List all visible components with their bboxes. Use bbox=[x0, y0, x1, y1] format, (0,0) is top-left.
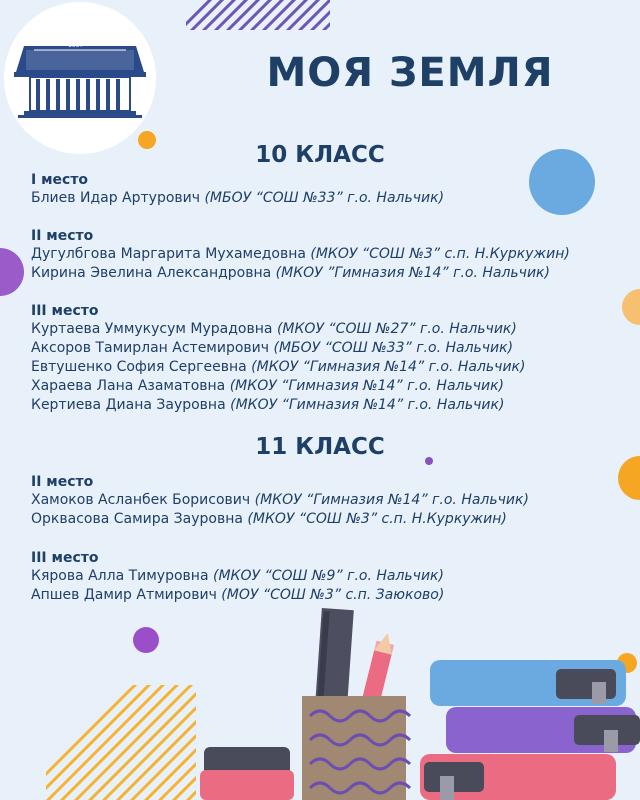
stripes-bottom bbox=[0, 680, 350, 800]
section-heading-11: 11 КЛАСС bbox=[255, 434, 385, 460]
eraser bbox=[200, 747, 294, 800]
list-item: Апшев Дамир Атмирович (МОУ “СОШ №3” с.п. Заюково) bbox=[31, 587, 445, 603]
list-item: Кярова Алла Тимуровна (МКОУ “СОШ №9” г.о. Нальчик) bbox=[31, 568, 444, 584]
logo-year: 1957 bbox=[68, 42, 84, 49]
list-item: Хараева Лана Азаматовна (МКОУ “Гимназия №14” г.о. Нальчик) bbox=[31, 378, 505, 394]
book-stack bbox=[420, 660, 640, 800]
orange-half-circle bbox=[622, 289, 640, 325]
list-item: Хамоков Асланбек Борисович (МКОУ “Гимназия №14” г.о. Нальчик) bbox=[31, 492, 529, 508]
page-title: МОЯ ЗЕМЛЯ bbox=[266, 50, 554, 96]
pencil-cup bbox=[302, 608, 410, 800]
purple-half-circle bbox=[0, 248, 24, 296]
list-item: Евтушенко София Сергеевна (МКОУ “Гимназия №14” г.о. Нальчик) bbox=[31, 359, 526, 375]
orange-half-circle-2 bbox=[618, 456, 640, 500]
purple-dot bbox=[133, 627, 159, 653]
list-item: Орквасова Самира Зауровна (МКОУ “СОШ №3” с.п. Н.Куркужин) bbox=[31, 511, 507, 527]
list-item: Дугулбгова Маргарита Мухамедовна (МКОУ “СОШ №3” с.п. Н.Куркужин) bbox=[31, 246, 570, 262]
list-item: Куртаева Уммукусум Мурадовна (МКОУ “СОШ №27” г.о. Нальчик) bbox=[31, 321, 517, 337]
section-heading-10: 10 КЛАСС bbox=[255, 142, 385, 168]
place-label: II место bbox=[31, 228, 94, 244]
stripes-top bbox=[170, 0, 376, 40]
place-label: II место bbox=[31, 474, 94, 490]
list-item: Блиев Идар Артурович (МБОУ “СОШ №33” г.о. Нальчик) bbox=[31, 190, 445, 206]
place-label: I место bbox=[31, 172, 89, 188]
list-item: Кертиева Диана Зауровна (МКОУ “Гимназия №14” г.о. Нальчик) bbox=[31, 397, 505, 413]
list-item: Кирина Эвелина Александровна (МКОУ ”Гимназия №14” г.о. Нальчик) bbox=[31, 265, 550, 281]
place-label: III место bbox=[31, 303, 99, 319]
place-label: III место bbox=[31, 550, 99, 566]
list-item: Аксоров Тамирлан Астемирович (МБОУ “СОШ №33” г.о. Нальчик) bbox=[31, 340, 514, 356]
